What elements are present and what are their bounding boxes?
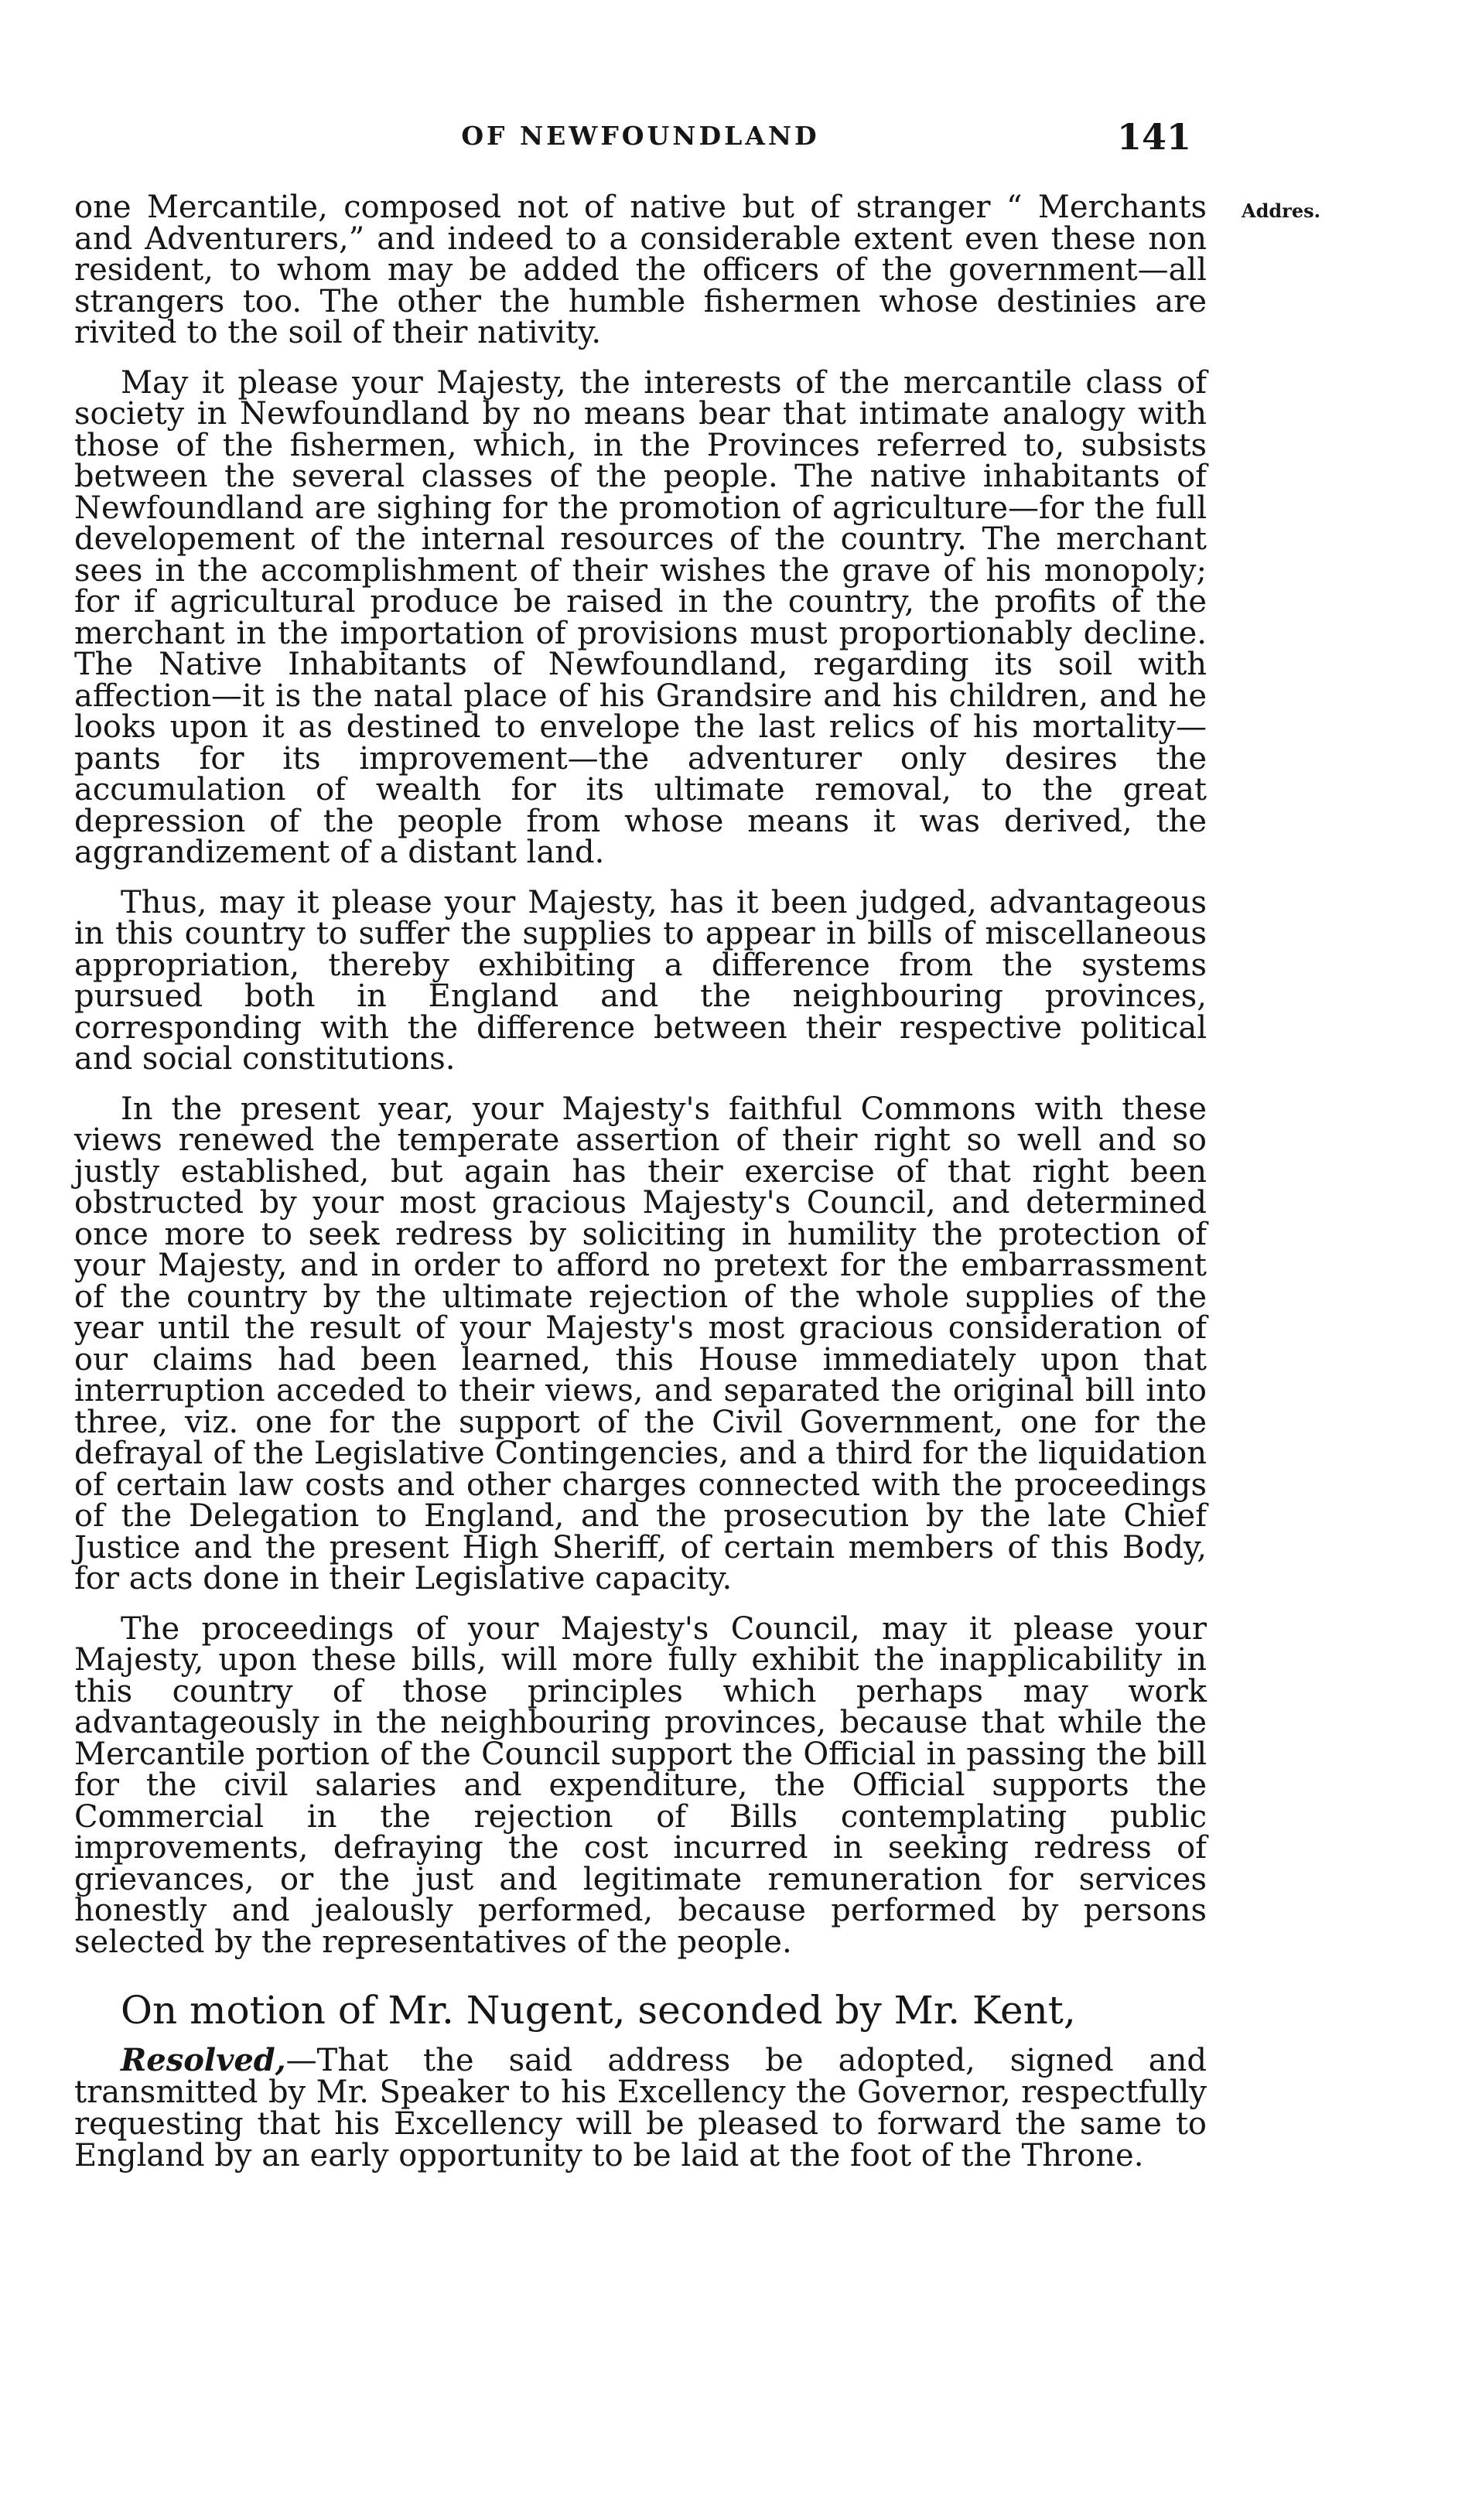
paragraph: Thus, may it please your Majesty, has it been judged, advantageous in this country to suffer the supplies to appear in bills of miscellaneous appropriation, thereby exhibiting a difference from the systems pursued both in England and the neighbouring provinces, corresponding with the difference between their respective political and social constitutions.	[74, 884, 1207, 1077]
resolution-text: —That the said address be adopted, signed and transmitted by Mr. Speaker to his Excellency the Governor, respectfully requesting that his Excellency will be pleased to forward the same to England by an early opportunity to be laid at the foot of the Throne.	[74, 2043, 1207, 2173]
motion-line: On motion of Mr. Nugent, seconded by Mr. Kent,	[121, 1988, 1076, 2033]
paragraph: In the present year, your Majesty's faithful Commons with these views renewed the temperate assertion of their right so well and so justly established, but again has their exercise of that right been obstructed by your most gracious Majesty's Council, and determined once more to seek redress by soliciting in humility the protection of your Majesty, and in order to afford no pretext for the embarrassment of the country by the ultimate rejection of the whole supplies of the year until the result of your Majesty's most gracious consideration of our claims had been learned, this House immediately upon that interruption acceded to their views, and separated the original bill into three, viz. one for the support of the Civil Government, one for the defrayal of the Legislative Contingencies, and a third for the liquidation of certain law costs and other charges connected with the proceedings of the Delegation to England, and the prosecution by the late Chief Justice and the present High Sheriff, of certain members of this Body, for acts done in their Legislative capacity.	[74, 1091, 1207, 1596]
resolved-label: Resolved,	[121, 2042, 286, 2078]
paragraph: May it please your Majesty, the interests of the mercantile class of society in Newfoundland by no means bear that intimate analogy with those of the fishermen, which, in the Provinces referred to, subsists between the several classes of the people. The native inhabitants of Newfoundland are sighing for the promotion of agriculture—for the full developement of the internal resources of the country. The merchant sees in the accomplishment of their wishes the grave of his monopoly; for if agricultural produce be raised in the country, the profits of the merchant in the importation of provisions must proportionably decline. The Native Inhabitants of Newfoundland, regarding its soil with affection—it is the natal place of his Grandsire and his children, and he looks upon it as destined to envelope the last relics of his mortality—pants for its improvement—the adventurer only desires the accumulation of wealth for its ultimate removal, to the great depression of the people from whose means it was derived, the aggrandizement of a distant land.	[74, 364, 1207, 870]
body-text	[74, 192, 1207, 2190]
page-header	[74, 116, 1207, 162]
margin-note: Addres.	[1242, 200, 1320, 222]
paragraph: The proceedings of your Majesty's Council, may it please your Majesty, upon these bills, will more fully exhibit the inapplicability in this country of those principles which perhaps may work advantageously in the neighbouring provinces, because that while the Mercantile portion of the Council support the Official in passing the bill for the civil salaries and expenditure, the Official supports the Commercial in the rejection of Bills contemplating public improvements, defraying the cost incurred in seeking redress of grievances, or the just and legitimate remuneration for services honestly and jealously performed, because performed by persons selected by the representatives of the people.	[74, 1610, 1207, 1960]
running-head: OF NEWFOUNDLAND	[461, 121, 820, 151]
paragraph: one Mercantile, composed not of native but of stranger “ Merchants and Adventurers,” and indeed to a considerable extent even these non resident, to whom may be added the officers of the government—all strangers too. The other the humble fishermen whose destinies are rivited to the soil of their nativity.	[74, 190, 1207, 350]
page-number: 141	[1116, 116, 1191, 158]
resolution	[74, 2044, 1207, 2172]
